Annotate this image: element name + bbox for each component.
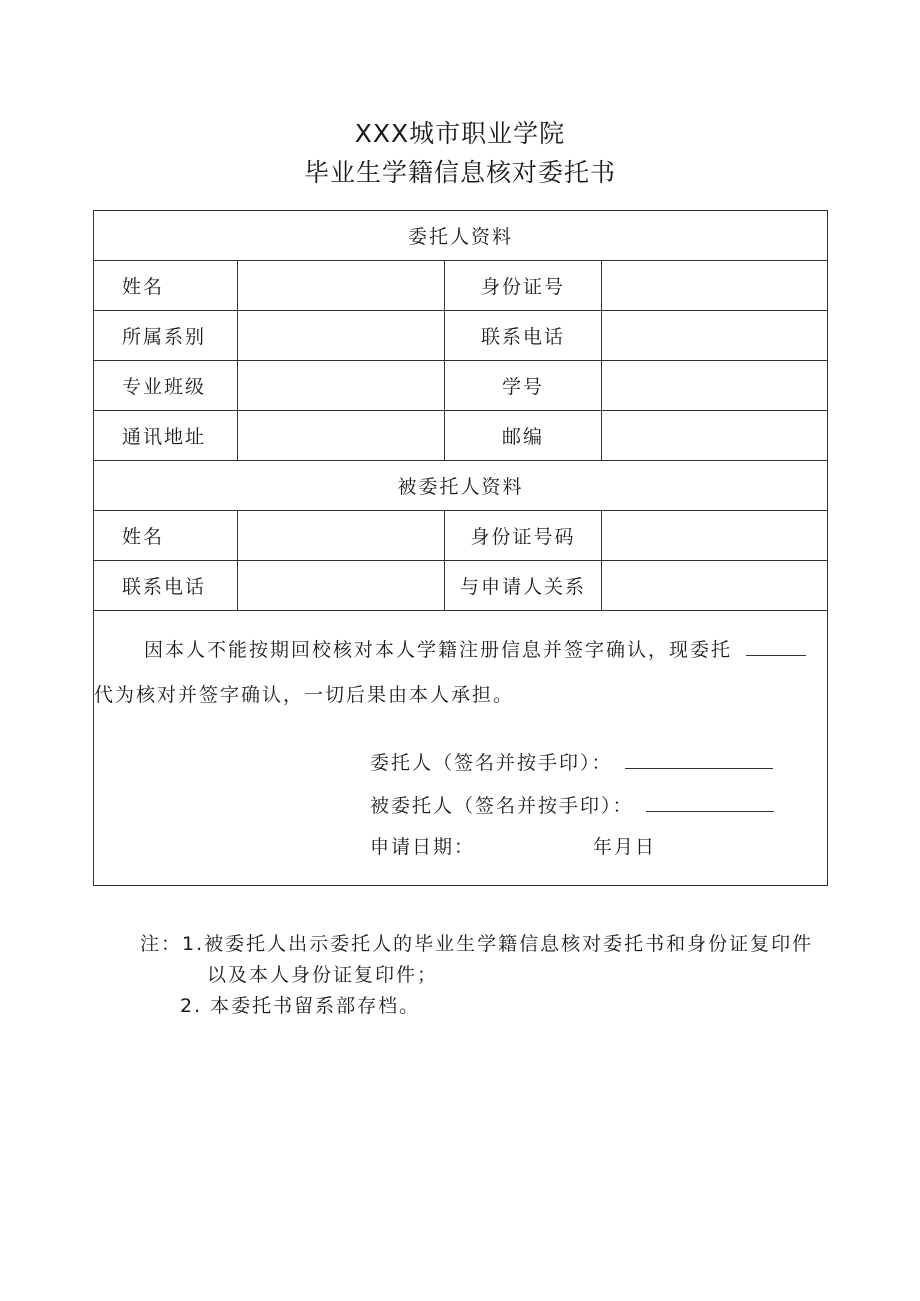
statement-line-1: 因本人不能按期回校核对本人学籍注册信息并签字确认，现委托 [144,639,733,661]
agent-phone-field[interactable] [238,561,445,611]
table-row [94,411,828,461]
principal-department-field[interactable] [238,311,445,361]
table-row [94,561,828,611]
principal-phone-label: 联系电话 [445,311,602,361]
principal-name-field[interactable] [238,261,445,311]
principal-signature-label: 委托人（签名并按手印）： [370,752,613,774]
principal-student-id-label: 学号 [445,361,602,411]
agent-name-blank[interactable] [746,655,806,656]
agent-signature-line [370,791,774,818]
application-date-line [370,832,656,859]
note-item-2: 2. 本委托书留系部存档。 [180,995,421,1017]
principal-department-label: 所属系别 [94,311,238,361]
agent-signature-blank[interactable] [646,811,774,812]
note-item-1: 1.被委托人出示委托人的毕业生学籍信息核对委托书和身份证复印件 [182,933,814,955]
table-row [94,361,828,411]
agent-relationship-field[interactable] [602,561,828,611]
principal-name-label: 姓名 [94,261,238,311]
statement-paragraph [94,628,824,718]
principal-major-class-field[interactable] [238,361,445,411]
principal-address-field[interactable] [238,411,445,461]
statement-row [94,611,828,886]
statement-cell [94,611,828,886]
agent-name-label: 姓名 [94,511,238,561]
agent-id-number-label: 身份证号码 [445,511,602,561]
agent-id-number-field[interactable] [602,511,828,561]
application-date-value: 年月日 [593,836,657,858]
agent-relationship-label: 与申请人关系 [445,561,602,611]
principal-id-number-field[interactable] [602,261,828,311]
agent-signature-label: 被委托人（签名并按手印）： [370,795,634,817]
agent-section-title: 被委托人资料 [94,461,828,511]
principal-signature-line [370,748,773,775]
notes-prefix: 注： [140,933,183,955]
agent-section-header-row [94,461,828,511]
statement-line-2: 代为核对并签字确认，一切后果由本人承担。 [94,684,515,706]
notes-section [140,929,813,1022]
principal-id-number-label: 身份证号 [445,261,602,311]
table-row [94,311,828,361]
principal-postcode-label: 邮编 [445,411,602,461]
principal-section-title: 委托人资料 [94,211,828,261]
principal-signature-blank[interactable] [625,768,773,769]
principal-section-header-row [94,211,828,261]
application-date-label: 申请日期： [370,836,476,858]
agent-name-field[interactable] [238,511,445,561]
table-row [94,511,828,561]
principal-address-label: 通讯地址 [94,411,238,461]
authorization-form-table [93,210,828,886]
table-row [94,261,828,311]
agent-phone-label: 联系电话 [94,561,238,611]
principal-phone-field[interactable] [602,311,828,361]
principal-postcode-field[interactable] [602,411,828,461]
principal-student-id-field[interactable] [602,361,828,411]
note-item-1-continued: 以及本人身份证复印件； [207,964,439,986]
principal-major-class-label: 专业班级 [94,361,238,411]
document-title: 毕业生学籍信息核对委托书 [303,158,616,187]
school-name: XXX城市职业学院 [354,119,566,148]
